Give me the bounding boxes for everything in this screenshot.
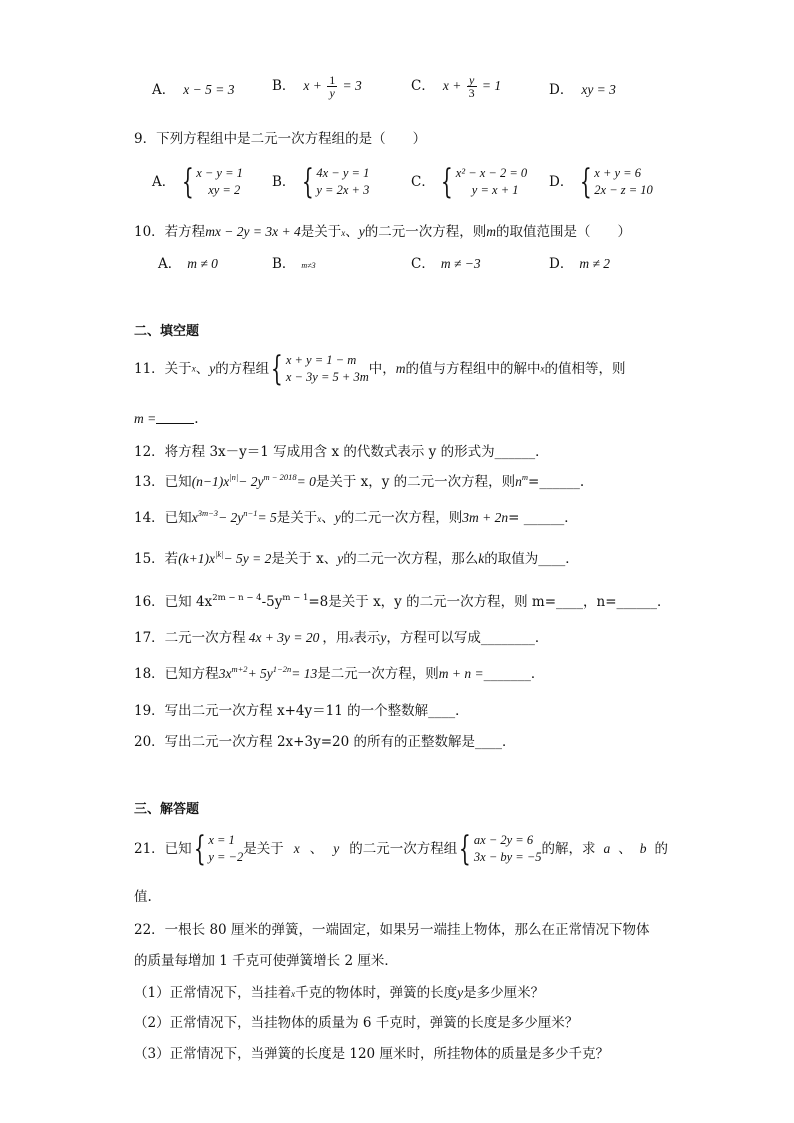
var: x [293,840,300,856]
text: 是关于 x、 [271,551,338,567]
var: m [486,224,496,239]
exponent: 2m − n − 4 [212,593,262,603]
text: 的解，求 [541,840,596,857]
text: 的值相等，则 [544,360,626,377]
q22-part3: （3）正常情况下，当弹簧的长度是 120 厘米时，所挂物体的质量是多少千克？ [134,1046,609,1062]
text: 21．已知 [134,840,192,857]
system-line: 4x − y = 1 [316,166,370,181]
q22-part1 [134,985,544,1001]
q14-stem [134,510,578,526]
var: m = [134,411,157,426]
text: 、 [195,360,210,377]
equation: 3x [218,666,232,681]
q9-option-b [272,162,370,202]
text: 是关于 [276,510,318,526]
option-label: A． [152,82,176,98]
exponent: |k| [215,549,224,559]
q9-option-d [549,162,653,202]
text: 的方程组 [215,360,270,377]
q22-part2: （2）正常情况下，当挂物体的质量为 6 千克时，弹簧的长度是多少厘米？ [134,1015,579,1031]
text: 是关于 [300,224,342,240]
brace-icon: { [441,162,453,202]
q13-stem [134,474,584,490]
q22-line1: 22．一根长 80 厘米的弹簧，一端固定，如果另一端挂上物体，那么在正常情况下物体 [134,922,650,938]
denominator: 3 [468,86,475,100]
q11-stem [134,349,626,389]
var: x [191,510,198,525]
text: 的值与方程组中的解中 [405,360,541,377]
option-expr-tail: = 1 [481,78,502,93]
system-line: 3x − by = −5 [473,850,542,864]
option-label: C． [411,173,435,190]
q9-stem: 9．下列方程组中是二元一次方程组的是（ ） [134,131,427,147]
var: x [317,514,322,524]
system-line: x = 1 [208,833,235,848]
option-label: A． [152,173,176,190]
q9-option-c [411,162,528,202]
system-line: y = 2x + 3 [316,183,370,197]
q16-stem [134,594,671,610]
equation: (k+1)x [178,551,216,566]
equation: + 5y [247,666,273,681]
equation: 4x + 3y = 20 [248,630,320,645]
section-heading-fill-in: 二、填空题 [134,324,200,339]
text: . [194,411,199,427]
var: y [334,510,341,525]
q11-answer-line [134,411,199,427]
section-heading-solve: 三、解答题 [134,802,200,817]
var: a [603,840,611,856]
equation: =8 [308,594,329,610]
option-label: D． [549,173,574,190]
brace-icon: { [301,162,314,202]
equation: − 5y = 2 [223,551,272,566]
q21-stem [134,829,669,869]
q12-stem: 12．将方程 3x－y＝1 写成用含 x 的代数式表示 y 的形式为______． [134,444,549,460]
option-expr: xy = 3 [581,82,616,97]
text: 是二元一次方程，则 [317,666,439,682]
var: x [341,228,346,238]
text: 16．已知 4x [134,594,213,610]
q17-stem [134,630,548,646]
brace-icon: { [271,349,283,389]
fraction [467,74,477,99]
brace-icon: { [579,162,592,202]
q10-option-b [272,256,316,272]
option-expr: x + [442,78,462,93]
equation: m + n = [438,666,484,681]
text: 的二元一次方程，则 [364,224,487,240]
text: 的取值范围是（ ） [496,224,631,240]
text: 的取值为____． [484,551,579,567]
system-line: x − y = 1 [196,166,243,181]
brace-icon: { [181,162,194,202]
equation: 3m + 2n [462,510,509,525]
text: 、 [309,840,324,857]
option-expr: m ≠ 2 [579,256,610,271]
text: ，方程可以写成________． [386,630,549,646]
system-line: x + y = 1 − m [285,353,357,368]
equation-system [300,162,370,202]
text: _______． [483,666,545,682]
numerator: y [467,74,477,87]
text: 18．已知方程 [134,666,219,682]
q15-stem [134,551,579,567]
text: 、 [618,840,632,857]
text: 的二元一次方程，那么 [343,551,479,567]
q20-stem: 20．写出二元一次方程 2x+3y=20 的所有的正整数解是____． [134,734,516,750]
text: = ______． [508,510,578,526]
equation: = 13 [291,666,318,681]
var: y [457,985,464,1000]
option-expr-tail: = 3 [342,78,362,93]
equation: = 0 [296,474,316,489]
q10-stem [134,224,631,240]
var: y [333,840,340,856]
brace-icon: { [459,829,472,869]
text: 的二元一次方程，则 [340,510,463,526]
system-line: 2x − z = 10 [594,183,653,197]
system-line: x² − x − 2 = 0 [455,166,528,181]
equation: − 2y [218,510,244,525]
q8-option-c [411,74,501,99]
q22-line2: 的质量每增加 1 千克可使弹簧增长 2 厘米． [134,953,398,969]
option-expr: x − 5 = 3 [183,82,235,97]
var: m [395,360,406,376]
text: 11．关于 [134,360,192,377]
var: y [358,224,365,239]
numerator: 1 [329,73,336,87]
equation: − 2y [238,474,264,489]
text: 、 [321,510,335,526]
text: 、 [345,224,359,240]
q10-option-d [549,256,610,272]
q19-stem: 19．写出二元一次方程 x+4y＝11 的一个整数解____． [134,703,469,719]
text: 是关于 x，y 的二元一次方程，则 m=____，n=______． [328,594,671,610]
var: n [515,474,522,489]
system-line: xy = 2 [208,183,241,197]
text: （1）正常情况下，当挂着 [134,985,292,1001]
option-label: D． [549,256,574,272]
var: x [349,634,354,644]
equation-system [180,162,243,202]
equation-system [192,829,244,869]
text: 千克的物体时，弹簧的长度 [295,985,458,1001]
var: x [191,363,196,374]
option-label: B． [272,78,296,94]
text: 表示 [353,630,381,646]
option-label: C． [411,256,435,272]
exponent: m − 2018 [263,472,297,482]
text: 15．若 [134,551,179,567]
exponent: 3m−3 [197,508,219,518]
text: 的二元一次方程组 [349,840,458,857]
system-line: y = −2 [208,850,244,864]
option-expr: m≠3 [301,261,316,270]
text: 14．已知 [134,510,192,526]
var: x [291,989,296,999]
option-label: A． [158,256,182,272]
q8-option-a [152,82,234,98]
exponent: m [521,472,529,482]
var: b [639,840,647,856]
equation-system [457,829,542,869]
system-line: x − 3y = 5 + 3m [285,370,369,384]
system-line: y = x + 1 [471,183,519,197]
option-label: B． [272,256,296,272]
var: y [337,551,344,566]
option-expr: m ≠ 0 [187,256,218,271]
equation-system [578,162,653,202]
option-expr: m ≠ −3 [440,256,481,271]
q21-line2: 值. [134,889,152,905]
text: ，用 [322,630,350,646]
equation: mx − 2y = 3x + 4 [205,224,301,239]
denominator: y [329,86,335,100]
exponent: m − 1 [282,593,309,603]
var: y [209,360,216,376]
exponent: n−1 [243,508,258,518]
text: 的 [654,840,669,857]
system-line: x + y = 6 [594,166,641,181]
exponent: 1−2n [272,664,292,674]
var: x [540,363,545,374]
var: k [478,551,485,566]
q10-option-c [411,256,481,272]
q9-option-a [152,162,243,202]
system-line: ax − 2y = 6 [473,833,534,848]
brace-icon: { [193,829,206,869]
option-label: D． [549,82,574,98]
var: y [380,630,387,645]
text: 中， [368,360,396,377]
equation: (n−1)x [191,474,230,489]
exponent: m+2 [231,664,248,674]
q10-option-a [158,256,218,272]
q8-option-b [272,74,362,99]
exponent: |n| [229,472,239,482]
q18-stem [134,666,544,682]
text: 是关于 x，y 的二元一次方程，则 [315,474,516,490]
text: 10．若方程 [134,224,206,240]
equation-system [439,162,528,202]
equation: = 5 [257,510,277,525]
equation-system [269,349,369,389]
fraction [327,74,337,99]
option-expr: x + [303,78,322,93]
answer-blank[interactable] [156,411,194,424]
q8-option-d [549,82,616,98]
text: 是多少厘米？ [463,985,545,1001]
text: 是关于 [243,840,284,857]
text: 17．二元一次方程 [134,630,246,646]
equation: -5y [261,594,283,610]
option-label: C． [411,78,435,94]
option-label: B． [272,173,296,190]
text: =______. [528,474,585,490]
text: 13．已知 [134,474,192,490]
